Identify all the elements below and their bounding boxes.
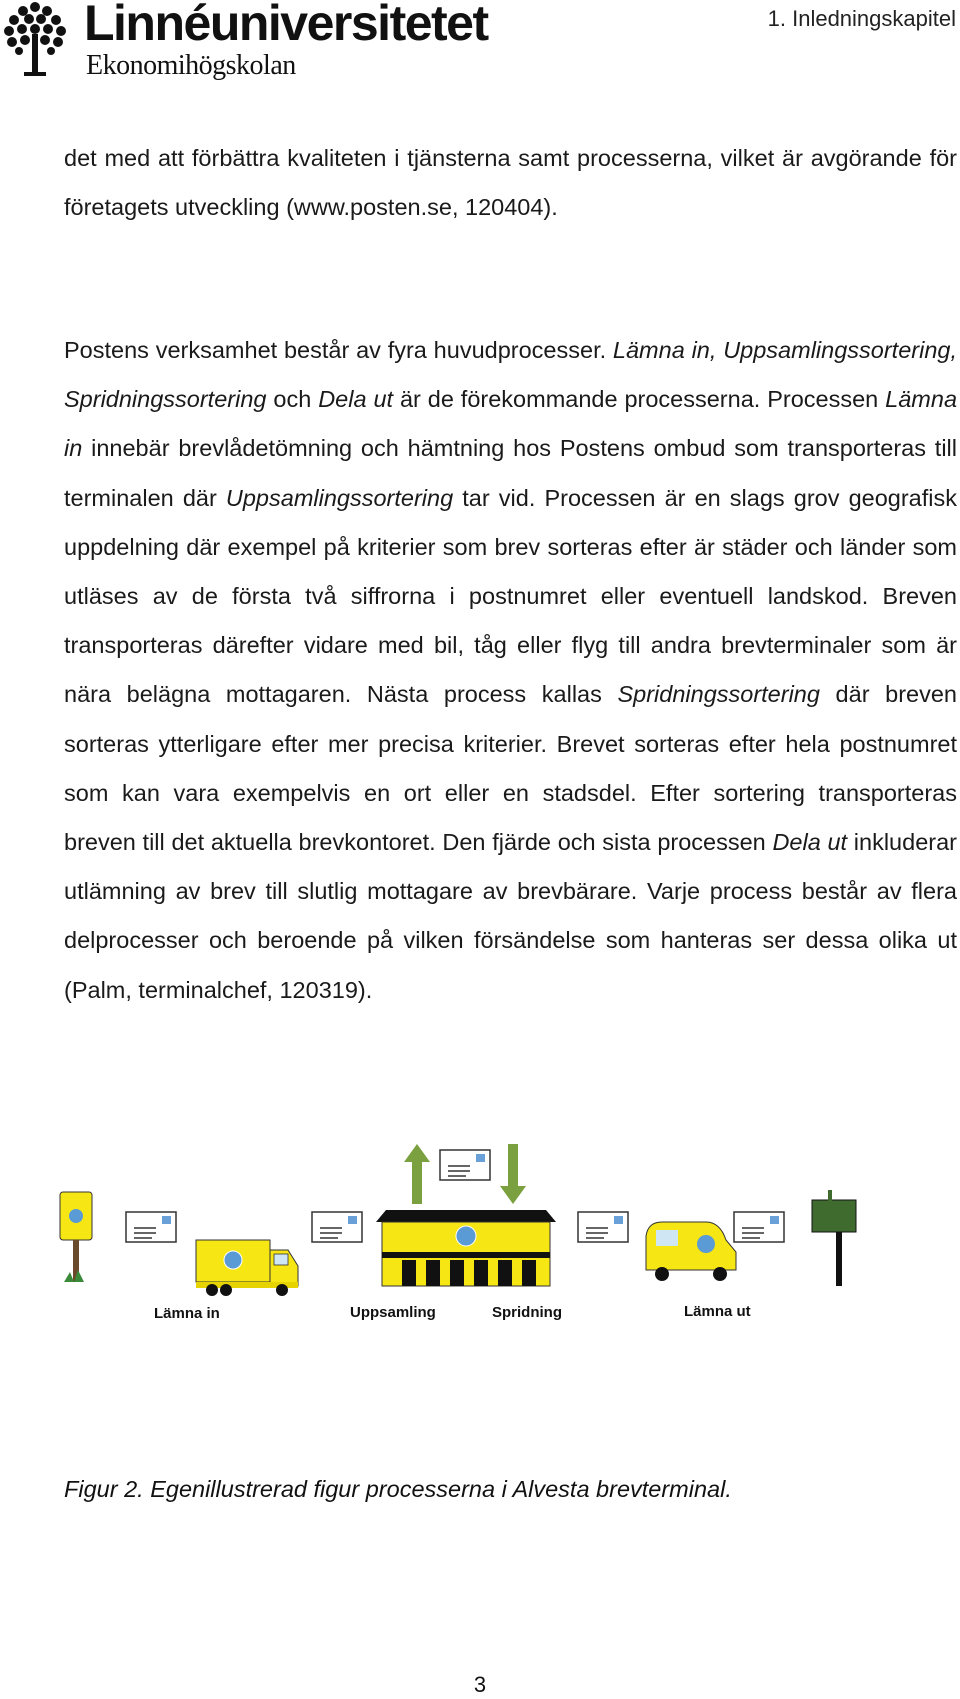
letter-icon (734, 1212, 784, 1242)
italic-term: Dela ut (318, 386, 394, 413)
arrow-down-icon (500, 1144, 526, 1204)
text-segment: där breven sorteras ytterligare efter mer precisa kriterier. Brevet sorteras efter hela postnumret som kan vara exempelvis en ort eller en stadsdel. Efter sortering transporteras breven till det aktuella brevkontoret. Den fjärde och sista processen (64, 681, 957, 856)
italic-term: Dela ut (772, 829, 848, 856)
page-header (0, 0, 960, 90)
truck-icon (196, 1240, 298, 1296)
letter-icon (312, 1212, 362, 1242)
letter-icon (440, 1150, 490, 1180)
process-figure (56, 1140, 956, 1460)
university-name: Linnéuniversitetet (84, 0, 488, 51)
letter-icon (126, 1212, 176, 1242)
text-segment: och (266, 386, 319, 413)
arrow-up-icon (404, 1144, 430, 1204)
terminal-building-icon (376, 1210, 556, 1286)
italic-term: Lämna in, Uppsamlingssortering, Spridningssortering (64, 337, 957, 413)
label-lamna-ut: Lämna ut (684, 1303, 751, 1320)
italic-term: Spridningssortering (617, 681, 820, 708)
label-uppsamling: Uppsamling (350, 1304, 436, 1321)
label-spridning: Spridning (492, 1304, 562, 1321)
text-segment: är de förekommande processerna. Processen (393, 386, 886, 413)
tree-logo-icon (2, 0, 68, 78)
page-number: 3 (473, 1672, 487, 1697)
school-name: Ekonomihögskolan (86, 50, 296, 81)
text-segment: innebär brevlådetömning och hämtning hos Postens ombud som transporteras till terminalen där (64, 435, 957, 511)
letter-icon (578, 1212, 628, 1242)
italic-term: Uppsamlingssortering (225, 484, 454, 511)
van-icon (646, 1222, 736, 1281)
chapter-title: 1. Inledningskapitel (767, 6, 956, 31)
paragraph-1: det med att förbättra kvaliteten i tjänsterna samt processerna, vilket är avgörande för företagets utveckling (www.posten.se, 120404). (64, 145, 957, 221)
italic-term: Lämna in (64, 386, 958, 462)
process-illustration (56, 1140, 956, 1460)
text-segment: inkluderar utlämning av brev till slutlig mottagare av brevbärare. Varje process består av flera delprocesser och beroende på vilken försändelse som hanteras ser dessa olika ut (Palm, terminalchef, 120319). (64, 829, 957, 1003)
text-segment: tar vid. Processen är en slags grov geografisk uppdelning där exempel på kriterier som brev sorteras efter är städer och länder som utläses av de första två siffrorna i postnumret eller eventuell landskod. Breven transporteras därefter vidare med bil, tåg eller flyg till andra brevterminaler som är nära belägna mottagaren. Nästa process kallas (64, 484, 957, 708)
label-lamna-in: Lämna in (154, 1305, 220, 1322)
mailbox-icon (60, 1192, 92, 1282)
figure-caption: Figur 2. Egenillustrerad figur processerna i Alvesta brevterminal. (64, 1476, 732, 1502)
paragraph-2 (64, 326, 957, 1015)
green-mailbox-icon (812, 1190, 856, 1286)
text-segment: Postens verksamhet består av fyra huvudprocesser. (64, 337, 613, 363)
